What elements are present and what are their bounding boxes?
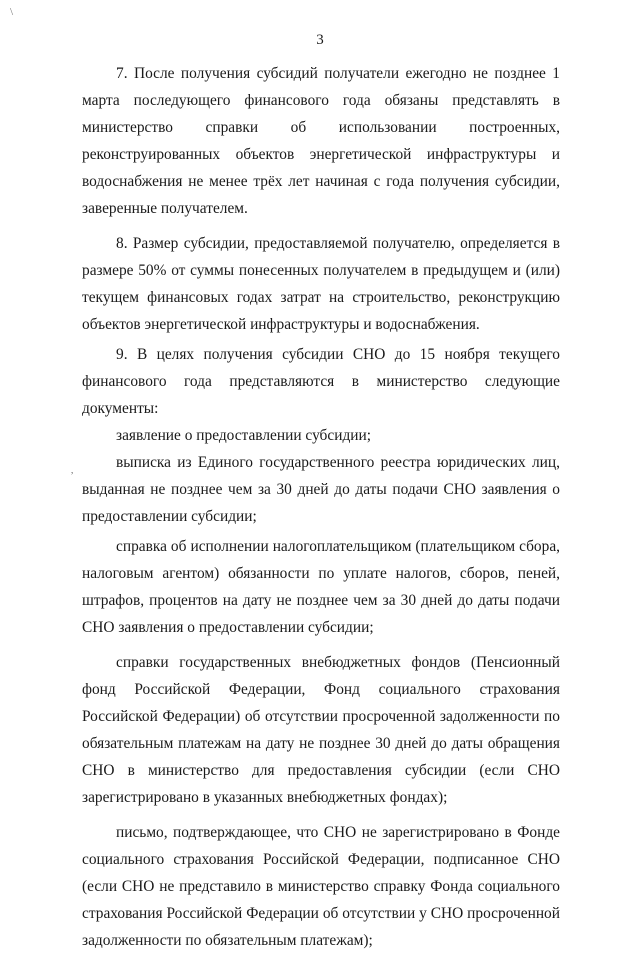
page-number: 3	[316, 32, 324, 48]
list-item-tax-certificate: справка об исполнении налогоплательщиком (плательщиком сбора, налоговым агентом) обязанности по уплате налогов, сборов, пеней, штрафов, процентов на дату не позднее чем за 30 дней до даты подачи СНО заявления о предоставлении субсидии;	[82, 538, 560, 636]
list-item-registry-extract: выписка из Единого государственного реестра юридических лиц, выданная не позднее чем за 30 дней до даты подачи СНО заявления о предоставлении субсидии;	[82, 454, 560, 525]
paragraph-9-required-documents: 9. В целях получения субсидии СНО до 15 ноября текущего финансового года представляются в министерство следующие документы:	[82, 346, 560, 417]
paragraph-8-subsidy-size: 8. Размер субсидии, предоставляемой получателю, определяется в размере 50% от суммы понесенных получателем в предыдущем и (или) текущем финансовых годах затрат на строительство, реконструкцию объектов энергетической инфраструктуры и водоснабжения.	[82, 235, 560, 333]
list-item-funds-certificates: справки государственных внебюджетных фондов (Пенсионный фонд Российской Федерации, Фонд социального страхования Российской Федерации) об отсутствии просроченной задолженности по обязательным платежам на дату не позднее 30 дней до даты обращения СНО в министерство для предоставления субсидии (если СНО зарегистрировано в указанных внебюджетных фондах);	[82, 654, 560, 806]
list-item-application: заявление о предоставлении субсидии;	[116, 427, 372, 444]
scan-tick-mark: ,	[71, 465, 74, 475]
document-body	[82, 60, 560, 954]
scan-corner-mark: \	[10, 6, 14, 18]
paragraph-7-reporting: 7. После получения субсидий получатели ежегодно не позднее 1 марта последующего финансового года обязаны представлять в министерство справки об использовании построенных, реконструированных объектов энергетической инфраструктуры и водоснабжения не менее трёх лет начиная с года получения субсидии, заверенные получателем.	[82, 65, 560, 217]
list-item-confirmation-letter: письмо, подтверждающее, что СНО не зарегистрировано в Фонде социального страхования Российской Федерации, подписанное СНО (если СНО не представило в министерство справку Фонда социального страхования Российской Федерации об отсутствии у СНО просроченной задолженности по обязательным платежам);	[82, 824, 560, 949]
